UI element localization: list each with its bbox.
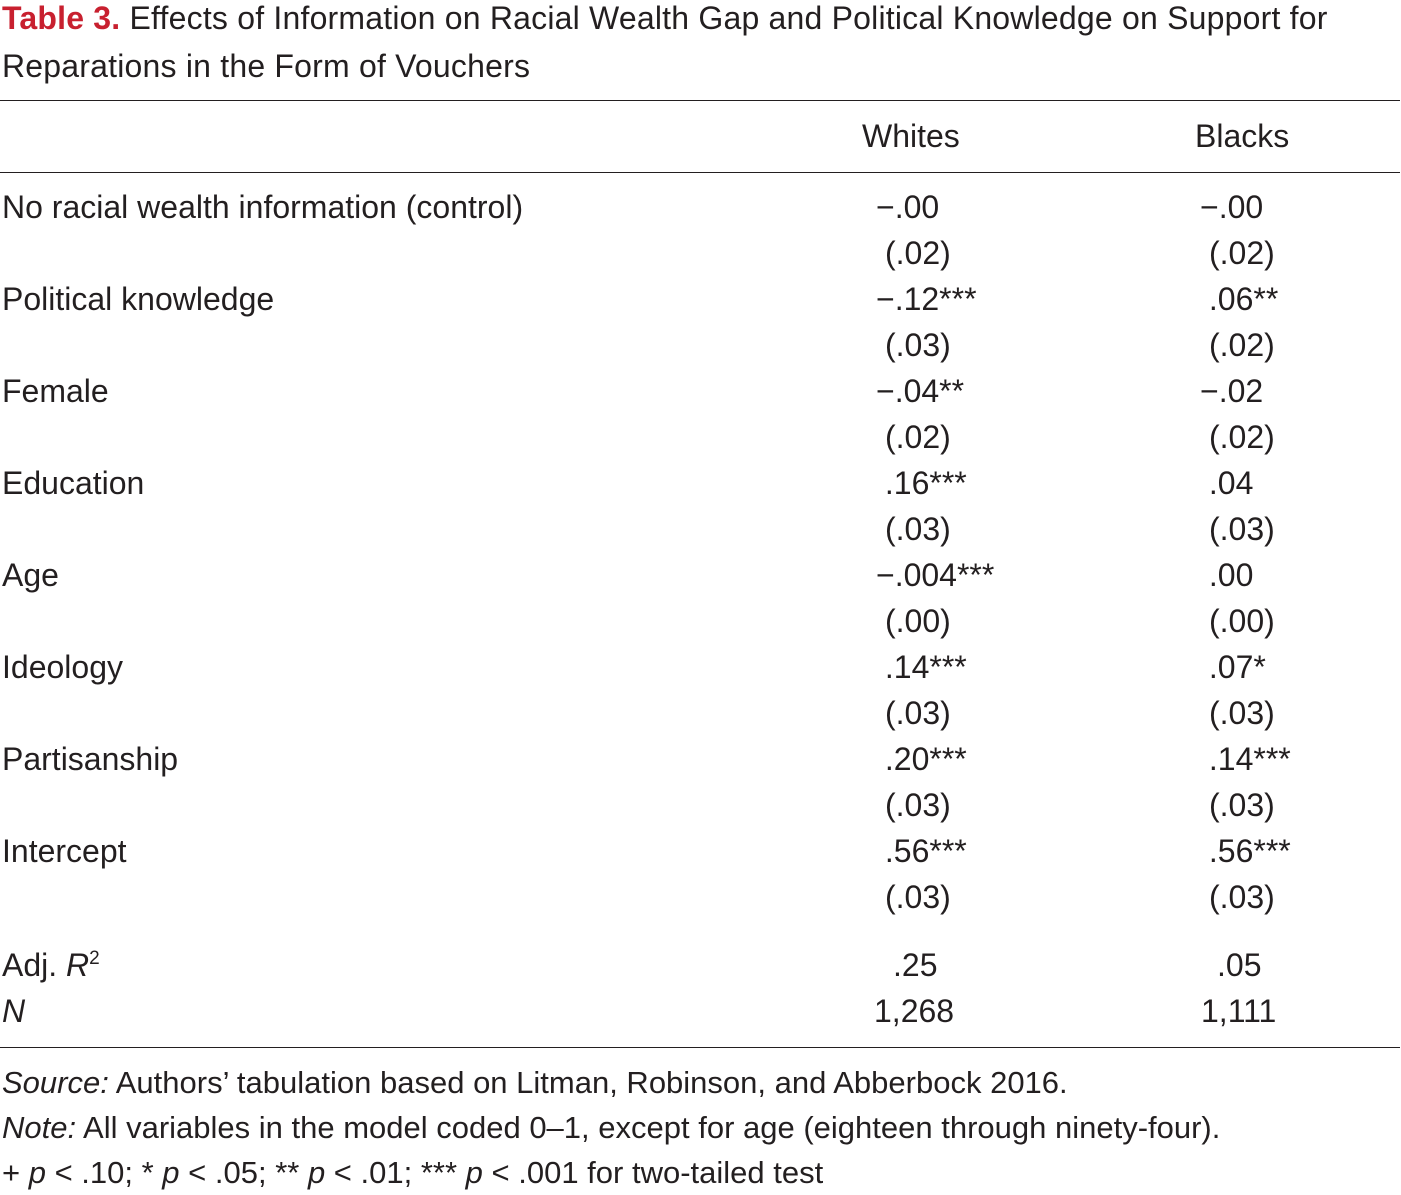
row-label: Education — [2, 465, 145, 501]
blacks-coefficient: .04 — [1200, 465, 1254, 501]
blacks-coefficient: .00 — [1200, 557, 1254, 593]
row-label: No racial wealth information (control) — [2, 189, 524, 225]
row-label: Ideology — [2, 649, 123, 685]
whites-coefficient: −.12*** — [876, 281, 977, 317]
variable-note: Note: All variables in the model coded 0–1, except for age (eighteen through ninety-four). — [2, 1110, 1221, 1145]
whites-adj-r2: .25 — [893, 947, 938, 983]
blacks-coefficient: .07* — [1200, 649, 1266, 685]
whites-coefficient: .14*** — [876, 649, 967, 685]
table-row — [0, 552, 1400, 644]
table-row — [0, 828, 1400, 920]
blacks-standard-error: (.03) — [1209, 511, 1275, 547]
n-row — [0, 988, 1400, 1034]
row-label: Female — [2, 373, 109, 409]
n-label: N — [2, 993, 26, 1029]
blacks-standard-error: (.03) — [1209, 879, 1275, 915]
significance-note: + p < .10; * p < .05; ** p < .01; *** p < .001 for two-tailed test — [2, 1155, 824, 1190]
table-row — [0, 184, 1400, 276]
blacks-coefficient: −.02 — [1200, 373, 1264, 409]
blacks-coefficient: −.00 — [1200, 189, 1264, 225]
whites-standard-error: (.00) — [885, 603, 951, 639]
blacks-standard-error: (.02) — [1209, 419, 1275, 455]
table-row — [0, 644, 1400, 736]
whites-n: 1,268 — [874, 993, 955, 1029]
bottom-rule — [0, 1047, 1400, 1048]
blacks-standard-error: (.03) — [1209, 787, 1275, 823]
blacks-adj-r2: .05 — [1217, 947, 1262, 983]
table-title: Effects of Information on Racial Wealth Gap and Political Knowledge on Support for Reparations in the Form of Vouchers — [2, 0, 1328, 84]
top-rule — [0, 100, 1400, 101]
source-note: Source: Authors’ tabulation based on Litman, Robinson, and Abberbock 2016. — [2, 1065, 1068, 1100]
header-rule — [0, 172, 1400, 173]
adj-r2-row — [0, 942, 1400, 988]
row-label: Partisanship — [2, 741, 179, 777]
blacks-coefficient: .06** — [1200, 281, 1279, 317]
whites-standard-error: (.03) — [885, 511, 951, 547]
table-caption — [2, 0, 1392, 90]
table-row — [0, 460, 1400, 552]
whites-coefficient: .56*** — [876, 833, 967, 869]
table-row — [0, 736, 1400, 828]
whites-standard-error: (.03) — [885, 327, 951, 363]
whites-standard-error: (.03) — [885, 695, 951, 731]
table-notes — [2, 1060, 1397, 1195]
table-row — [0, 368, 1400, 460]
table-row — [0, 276, 1400, 368]
blacks-coefficient: .14*** — [1200, 741, 1291, 777]
whites-coefficient: .16*** — [876, 465, 967, 501]
regression-table — [0, 184, 1400, 920]
table-number: Table 3. — [2, 0, 121, 36]
column-header-whites: Whites — [862, 118, 960, 154]
blacks-standard-error: (.00) — [1209, 603, 1275, 639]
blacks-standard-error: (.03) — [1209, 695, 1275, 731]
whites-coefficient: −.04** — [876, 373, 965, 409]
blacks-standard-error: (.02) — [1209, 235, 1275, 271]
row-label: Intercept — [2, 833, 127, 869]
whites-standard-error: (.03) — [885, 787, 951, 823]
row-label: Political knowledge — [2, 281, 275, 317]
whites-coefficient: −.004*** — [876, 557, 995, 593]
column-header-blacks: Blacks — [1195, 118, 1290, 154]
whites-coefficient: .20*** — [876, 741, 967, 777]
blacks-coefficient: .56*** — [1200, 833, 1291, 869]
blacks-n: 1,111 — [1201, 993, 1277, 1029]
blacks-standard-error: (.02) — [1209, 327, 1275, 363]
whites-coefficient: −.00 — [876, 189, 940, 225]
adj-r2-label: Adj. $R^2$ — [2, 947, 100, 983]
whites-standard-error: (.02) — [885, 235, 951, 271]
whites-standard-error: (.03) — [885, 879, 951, 915]
whites-standard-error: (.02) — [885, 419, 951, 455]
row-label: Age — [2, 557, 59, 593]
